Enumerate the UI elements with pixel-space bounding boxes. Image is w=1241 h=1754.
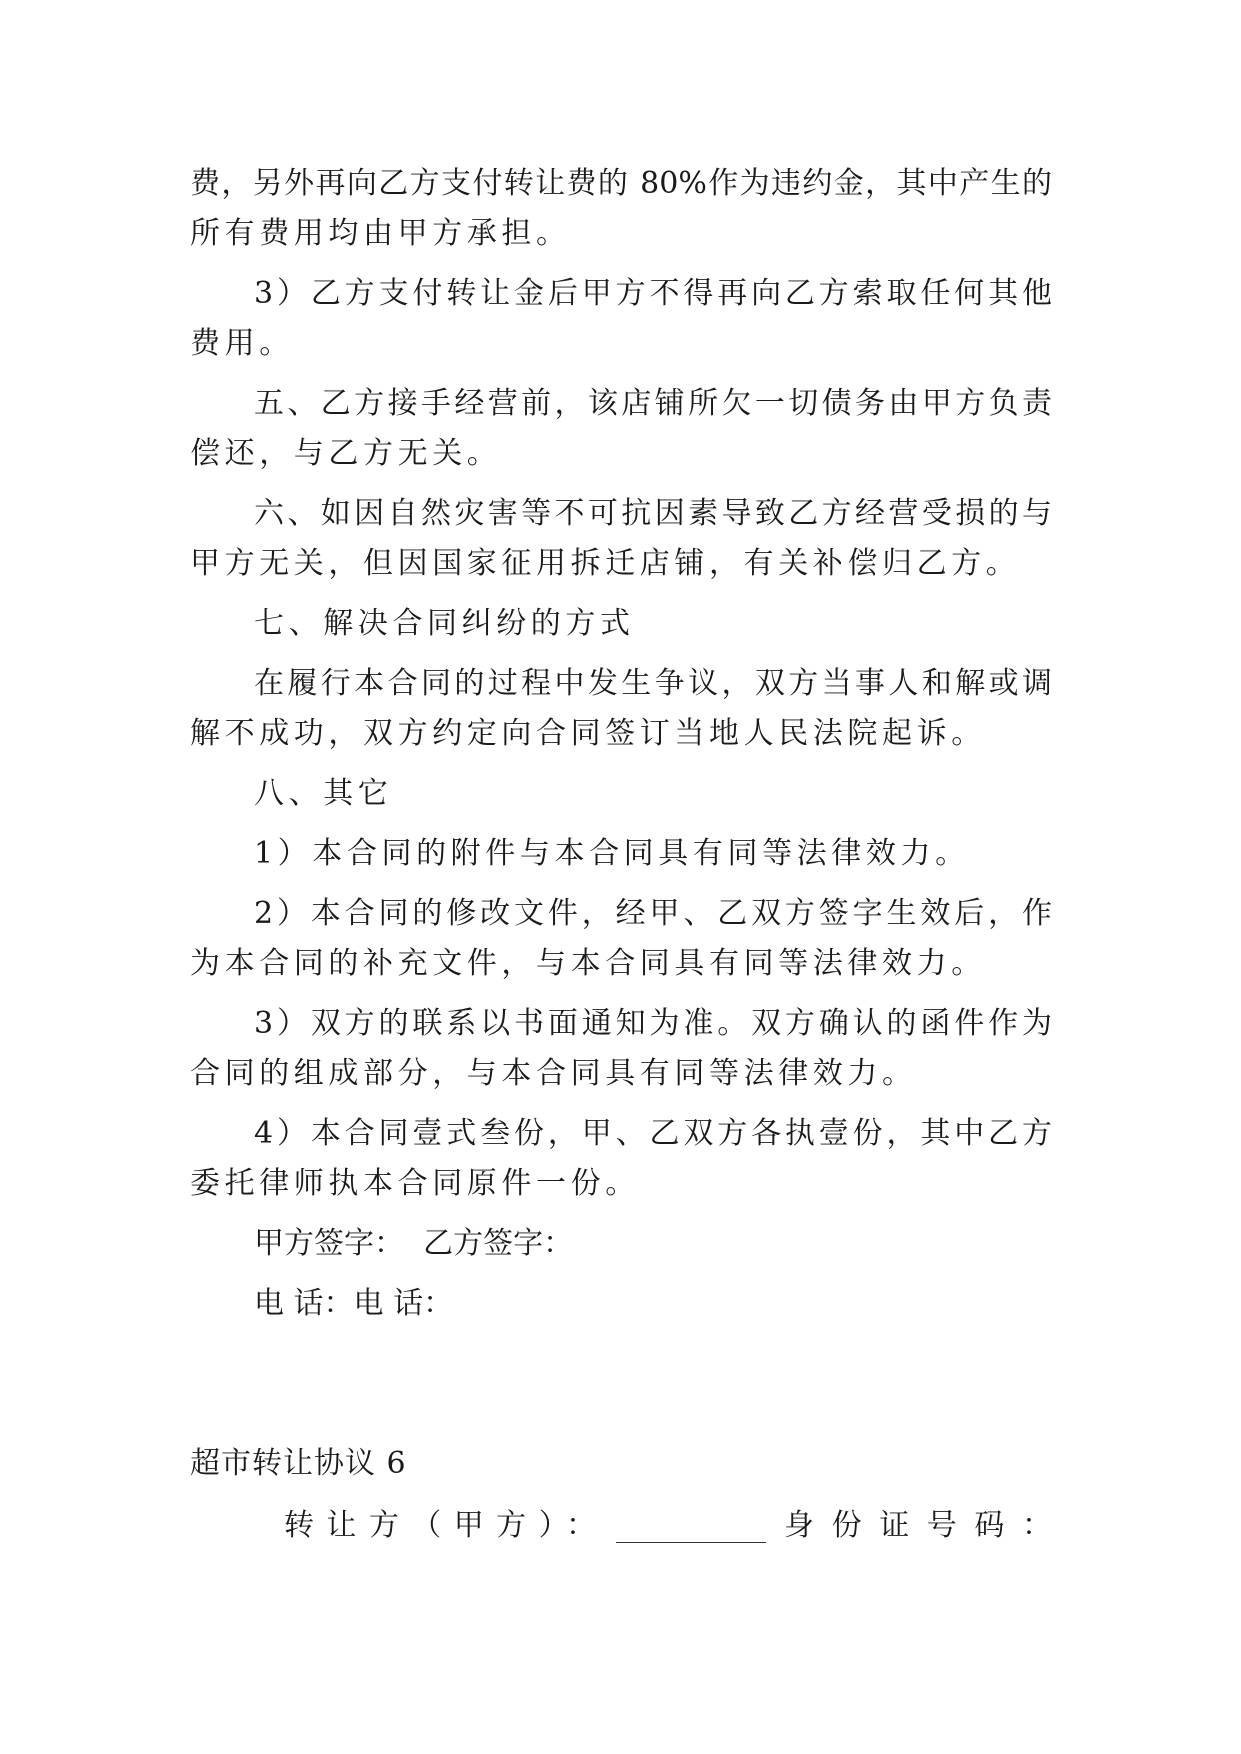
- paragraph-line: 所有费用均由甲方承担。: [190, 216, 571, 251]
- paragraph-line: 费用。: [190, 326, 294, 361]
- blank-underline: [616, 1506, 766, 1543]
- paragraph-line: 六、如因自然灾害等不可抗因素导致乙方经营受损的与: [254, 496, 1052, 531]
- transferor-label: 转让方（甲方）：: [284, 1508, 596, 1543]
- signature-line: 甲方签字： 乙方签字：: [254, 1226, 574, 1261]
- paragraph-line: 2）本合同的修改文件，经甲、乙双方签字生效后，作: [254, 896, 1052, 931]
- paragraph-line: 1）本合同的附件与本合同具有同等法律效力。: [254, 836, 970, 871]
- section-heading: 八、其它: [254, 776, 393, 811]
- paragraph-line: 3）乙方支付转让金后甲方不得再向乙方索取任何其他: [254, 276, 1052, 311]
- paragraph-line: 五、乙方接手经营前，该店铺所欠一切债务由甲方负责: [254, 386, 1052, 421]
- paragraph-line: 委托律师执本合同原件一份。: [190, 1166, 640, 1201]
- phone-line: 电 话：电 话：: [254, 1286, 454, 1321]
- paragraph-line: 甲方无关，但因国家征用拆迁店铺，有关补偿归乙方。: [190, 546, 1021, 581]
- section-heading: 七、解决合同纠纷的方式: [254, 606, 635, 641]
- id-number-label: 身份证号码：: [784, 1508, 1052, 1543]
- paragraph-line: 在履行本合同的过程中发生争议，双方当事人和解或调: [254, 666, 1052, 701]
- paragraph-line: 偿还，与乙方无关。: [190, 436, 502, 471]
- paragraph-line: 合同的组成部分，与本合同具有同等法律效力。: [190, 1056, 917, 1091]
- paragraph-line: 为本合同的补充文件，与本合同具有同等法律效力。: [190, 946, 986, 981]
- paragraph-line: 费，另外再向乙方支付转让费的 80%作为违约金，其中产生的: [190, 166, 1052, 201]
- party-row: [284, 1506, 1052, 1550]
- paragraph-line: 4）本合同壹式叁份，甲、乙双方各执壹份，其中乙方: [254, 1116, 1052, 1151]
- paragraph-line: 解不成功，双方约定向合同签订当地人民法院起诉。: [190, 716, 986, 751]
- paragraph-line: 3）双方的联系以书面通知为准。双方确认的函件作为: [254, 1006, 1052, 1041]
- section-title: 超市转让协议 6: [190, 1446, 407, 1481]
